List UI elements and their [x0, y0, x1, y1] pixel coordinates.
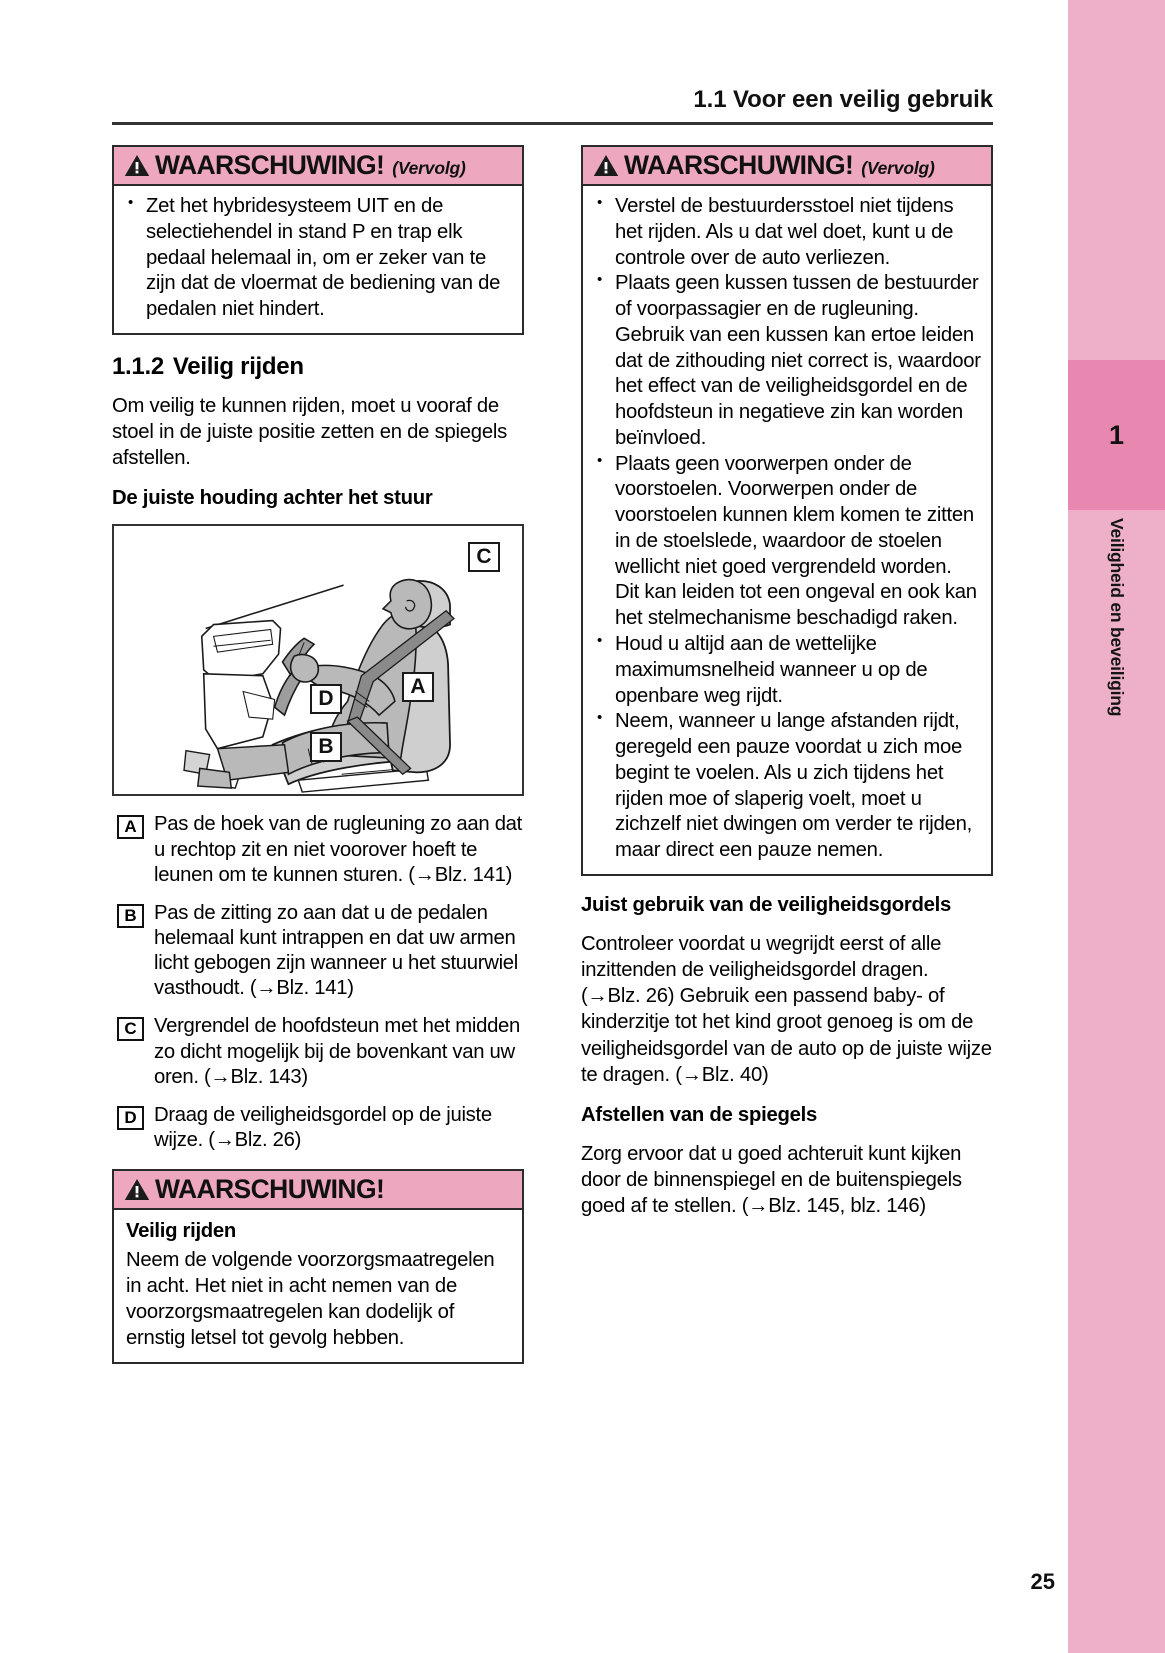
warning-box-continued-left [112, 145, 524, 335]
warning-body [114, 186, 522, 333]
list-item [112, 812, 524, 887]
warning-header [114, 1171, 522, 1210]
warning-paragraph: Neem de volgende voorzorgsmaatregelen in acht. Het niet in acht nemen van de voorzorgsmaatregelen kan dodelijk of ernstig letsel tot gevolg hebben. [126, 1249, 495, 1349]
warning-triangle-icon [124, 154, 150, 177]
chapter-label-vertical [1068, 512, 1165, 932]
warning-box-continued-right [581, 145, 993, 876]
callout-a: A [402, 672, 434, 702]
page-header [112, 86, 993, 114]
item-text-c: Vergrendel de hoofdsteun met het midden zo dicht mogelijk bij de bovenkant van uw oren. (→Blz. 143) [154, 1015, 521, 1088]
warning-continued-label: (Vervolg) [392, 158, 466, 178]
callout-d: D [310, 684, 342, 714]
warning-title: WAARSCHUWING! [155, 150, 385, 180]
section-heading [112, 353, 524, 381]
left-column [112, 145, 524, 1382]
warning-title: WAARSCHUWING! [624, 150, 854, 180]
warning-header [114, 147, 522, 186]
chapter-number-chip [1068, 360, 1165, 510]
chapter-side-tab [1068, 0, 1165, 1653]
chapter-number: 1 [1108, 419, 1125, 450]
driving-posture-illustration [112, 524, 524, 796]
mirrors-section-heading: Afstellen van de spiegels [581, 1103, 818, 1126]
item-letter-badge-b: B [117, 904, 144, 928]
chapter-label-text: Veiligheid en beveiliging [1107, 518, 1127, 717]
intro-paragraph: Om veilig te kunnen rijden, moet u vooraf de stoel in de juiste positie zetten en de spiegels afstellen. [112, 394, 508, 470]
item-text-d: Draag de veiligheidsgordel op de juiste wijze. (→Blz. 26) [154, 1103, 492, 1152]
item-letter-badge-a: A [117, 815, 144, 839]
list-item [112, 1103, 524, 1153]
header-rule [112, 122, 993, 125]
warning-bullet: • Verstel de bestuurdersstoel niet tijdens het rijden. Als u dat wel doet, kunt u de controle over de auto verliezen. [595, 194, 981, 271]
warning-body [583, 186, 991, 874]
warning-bullet: • Houd u altijd aan de wettelijke maximumsnelheid wanneer u op de openbare weg rijdt. [595, 632, 981, 709]
warning-triangle-icon [593, 154, 619, 177]
section-number: 1.1.2 [112, 352, 164, 380]
warning-body [114, 1210, 522, 1362]
right-column [581, 145, 993, 1235]
warning-continued-label: (Vervolg) [861, 158, 935, 178]
warning-bullet: • Plaats geen kussen tussen de bestuurder of voorpassagier en de rugleuning. Gebruik van een kussen kan ertoe leiden dat de zithouding niet correct is, waardoor het effect van de veiligheidsgordel en de hoofdsteun in negatieve zin kan worden beïnvloed. [595, 271, 981, 451]
item-text-b: Pas de zitting zo aan dat u de pedalen helemaal kunt intrappen en dat uw armen licht gebogen zijn wanneer u het stuurwiel vasthoudt. (→Blz. 141) [154, 901, 518, 1000]
warning-title: WAARSCHUWING! [155, 1174, 385, 1205]
page-title: 1.1 Voor een veilig gebruik [693, 86, 993, 113]
item-letter-badge-c: C [117, 1017, 144, 1041]
seatbelt-section-heading: Juist gebruik van de veiligheidsgordels [581, 893, 952, 916]
warning-header [583, 147, 991, 186]
item-letter-badge-d: D [117, 1106, 144, 1130]
warning-bullet: • Neem, wanneer u lange afstanden rijdt, geregeld een pauze voordat u zich moe begint te voelen. Als u zich tijdens het rijden moe of slaperig voelt, moet u zichzelf niet dwingen om verder te rijden, maar direct een pauze nemen. [595, 709, 981, 864]
callout-b: B [310, 732, 342, 762]
warning-triangle-icon [124, 1178, 150, 1201]
posture-lettered-list [112, 812, 524, 1153]
warning-bullet-list [595, 194, 981, 864]
page-number: 25 [1030, 1569, 1055, 1594]
item-text-a: Pas de hoek van de rugleuning zo aan dat u rechtop zit en niet voorover hoeft te leunen om te kunnen sturen. (→Blz. 141) [154, 813, 522, 886]
posture-sub-heading: De juiste houding achter het stuur [112, 487, 433, 510]
mirrors-section-paragraph: Zorg ervoor dat u goed achteruit kunt kijken door de binnenspiegel en de buitenspiegels goed af te stellen. (→Blz. 145, blz. 146) [581, 1142, 962, 1218]
list-item [112, 901, 524, 1002]
warning-box-veilig-rijden [112, 1169, 524, 1364]
warning-bullet-list [126, 194, 512, 323]
warning-bullet: • Zet het hybridesysteem UIT en de selectiehendel in stand P en trap elk pedaal helemaal in, om er zeker van te zijn dat de vloermat de bediening van de pedalen niet hindert. [126, 194, 512, 323]
warning-bullet: • Plaats geen voorwerpen onder de voorstoelen. Voorwerpen onder de voorstoelen kunnen klem komen te zitten in de stoelslede, waardoor de stoelen wellicht niet goed vergrendeld worden. Dit kan leiden tot een ongeval en ook kan het stelmechanisme beschadigd raken. [595, 452, 981, 632]
seatbelt-section-paragraph: Controleer voordat u wegrijdt eerst of alle inzittenden de veiligheidsgordel dragen. (→Blz. 26) Gebruik een passend baby- of kinderzitje tot het kind groot genoeg is om de veiligheidsgordel van de auto op de juiste wijze te dragen. (→Blz. 40) [581, 932, 992, 1086]
warning-sub-heading: Veilig rijden [126, 1219, 236, 1242]
callout-c: C [468, 542, 500, 572]
section-title: Veilig rijden [172, 352, 304, 380]
list-item [112, 1014, 524, 1089]
